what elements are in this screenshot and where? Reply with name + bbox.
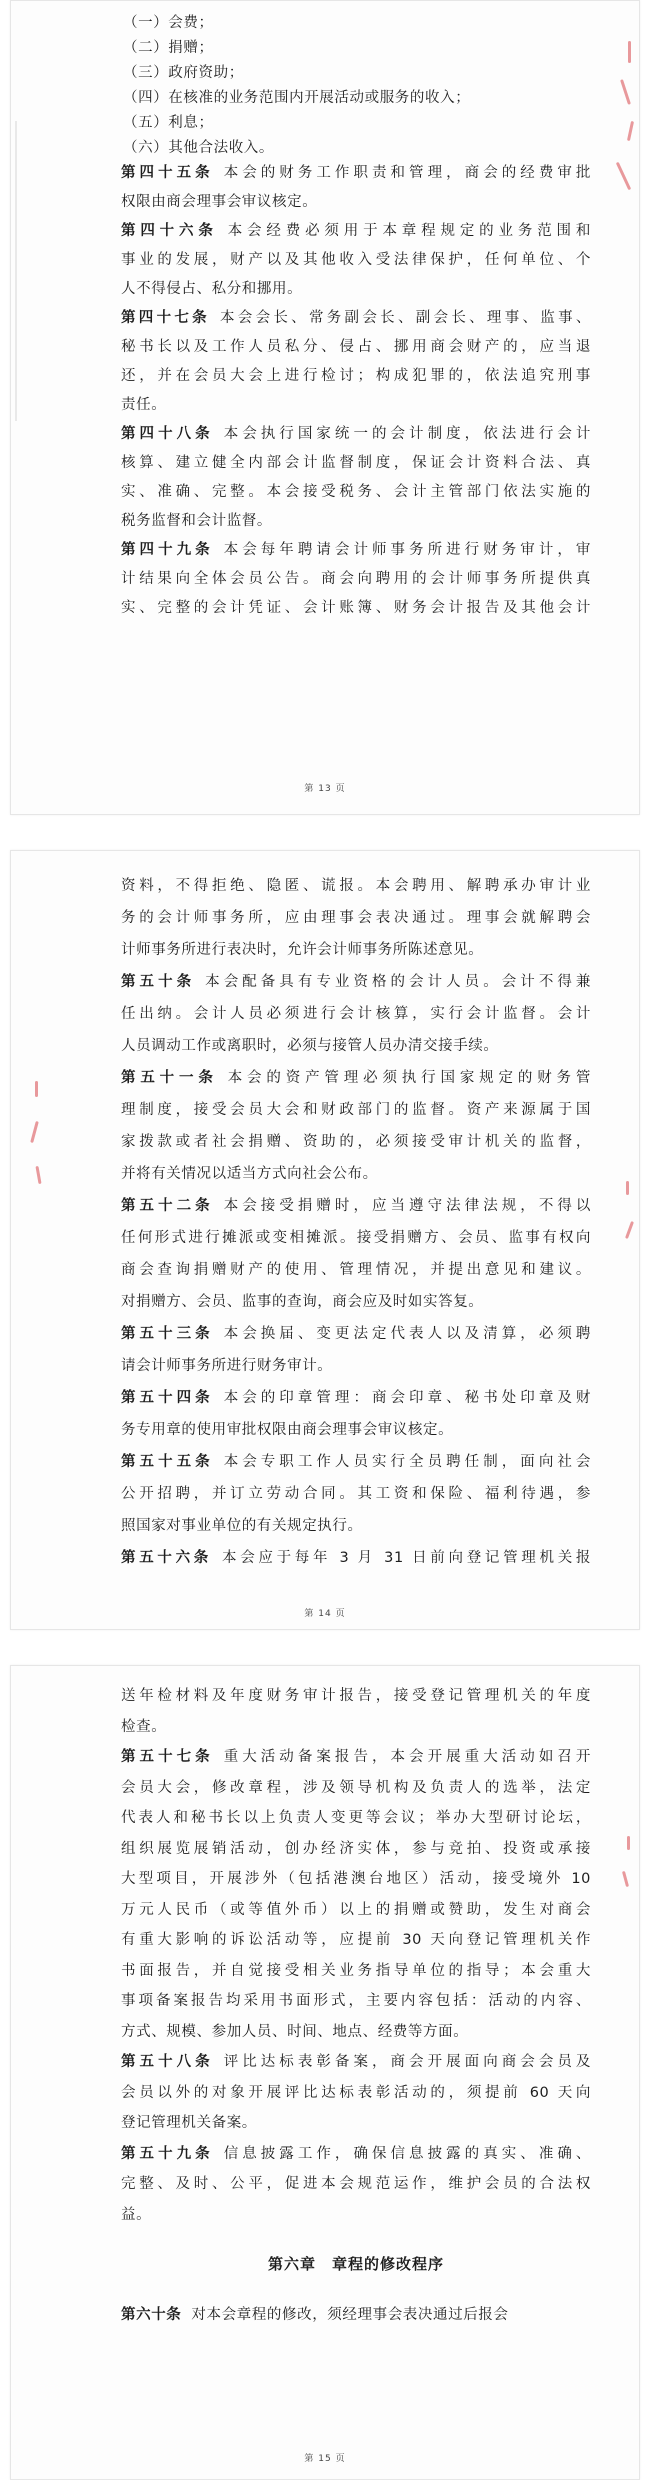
red-seal-fragment — [31, 1081, 49, 1201]
line-text: 实、准确、完整。本会接受税务、会计主管部门依法实施的 — [121, 484, 591, 500]
line-text: 务专用章的使用审批权限由商会理事会审议核定。 — [121, 1422, 454, 1438]
text-line — [121, 1260, 591, 1280]
line-text: 本会的资产管理必须执行国家规定的财务管 — [227, 1070, 591, 1086]
text-line — [121, 1717, 591, 1737]
text-line — [121, 1228, 591, 1248]
line-text: 检查。 — [121, 1718, 167, 1735]
article-number: 第四十六条 — [121, 222, 218, 239]
text-line — [121, 1930, 591, 1950]
line-text: 并将有关情况以适当方式向社会公布。 — [121, 1166, 378, 1182]
line-text: 本会的印章管理：商会印章、秘书处印章及财 — [223, 1390, 591, 1406]
line-text: 组织展览展销活动，创办经济实体，参与竞拍、投资或承接 — [121, 1840, 591, 1857]
text-line — [121, 2174, 591, 2194]
line-text: 本会经费必须用于本章程规定的业务范围和 — [227, 223, 591, 239]
line-text: 任出纳。会计人员必须进行会计核算，实行会计监督。会计 — [121, 1006, 591, 1022]
text-line — [121, 13, 591, 33]
text-line — [121, 1839, 591, 1859]
line-text: 重大活动备案报告，本会开展重大活动如召开 — [223, 1749, 591, 1765]
red-seal-fragment — [615, 1181, 633, 1261]
line-text: 理制度，接受会员大会和财政部门的监督。资产来源属于国 — [121, 1102, 591, 1118]
article-number: 第五十八条 — [121, 2053, 214, 2070]
article-first-line — [121, 221, 591, 241]
article-first-line — [121, 1452, 591, 1472]
text-line — [121, 1961, 591, 1981]
page-number: 第 14 页 — [304, 1609, 346, 1619]
text-line — [121, 366, 591, 386]
line-text: 万元人民币（或等值外币）以上的捐赠或赞助，发生对商会 — [121, 1901, 591, 1918]
article-number: 第五十七条 — [121, 1748, 214, 1765]
page-number: 第 13 页 — [304, 784, 346, 794]
chapter-heading: 第六章 章程的修改程序 — [267, 2255, 444, 2273]
article-first-line — [121, 540, 591, 560]
line-text: 本会应于每年 3 月 31 日前向登记管理机关报 — [222, 1550, 591, 1566]
line-text: 大型项目，开展涉外（包括港澳台地区）活动，接受境外 10 — [121, 1871, 591, 1887]
text-line — [121, 482, 591, 502]
article-number: 第五十三条 — [121, 1325, 214, 1342]
line-text: 计师事务所进行表决时，允许会计师事务所陈述意见。 — [121, 942, 484, 958]
line-text: 本会的财务工作职责和管理，商会的经费审批 — [223, 165, 591, 181]
line-text: 对捐赠方、会员、监事的查询，商会应及时如实答复。 — [121, 1294, 484, 1310]
line-text: 益。 — [121, 2206, 152, 2223]
text-line — [121, 1900, 591, 1920]
line-text: 书面报告，并自觉接受相关业务指导单位的指导；本会重大 — [121, 1962, 591, 1979]
article-number: 第六十条 — [121, 2306, 182, 2323]
text-line — [121, 2205, 591, 2225]
text-line — [121, 279, 591, 299]
text-line — [121, 1164, 591, 1184]
line-text: 本会配备具有专业资格的会计人员。会计不得兼 — [205, 974, 591, 990]
article-number: 第五十五条 — [121, 1453, 214, 1470]
article-first-line — [121, 1324, 591, 1344]
red-seal-fragment — [615, 1836, 633, 1906]
text-line — [121, 876, 591, 896]
article-first-line — [121, 424, 591, 444]
line-text: 会员以外的对象开展评比达标表彰活动的，须提前 60 天向 — [121, 2084, 591, 2101]
text-line — [121, 511, 591, 531]
document-page-15 — [10, 1665, 640, 2480]
line-text: （三）政府资助； — [123, 65, 244, 81]
article-first-line — [121, 1747, 591, 1767]
text-line — [121, 1991, 591, 2011]
text-line — [121, 88, 591, 108]
article-first-line — [121, 2052, 591, 2072]
line-text: 家拨款或者社会捐赠、资助的，必须接受审计机关的监督， — [121, 1134, 591, 1150]
text-line — [121, 1036, 591, 1056]
line-text: 任何形式进行摊派或变相摊派。接受捐赠方、会员、监事有权向 — [121, 1230, 591, 1246]
text-line — [121, 598, 591, 618]
text-line — [121, 63, 591, 83]
article-number: 第四十五条 — [121, 164, 214, 181]
article-number: 第四十九条 — [121, 541, 214, 558]
line-text: 对本会章程的修改，须经理事会表决通过后报会 — [191, 2307, 509, 2323]
article-first-line — [121, 1388, 591, 1408]
text-line — [121, 1686, 591, 1706]
text-line — [121, 1100, 591, 1120]
line-text: 本会接受捐赠时，应当遵守法律法规，不得以 — [223, 1198, 591, 1214]
line-text: 人不得侵占、私分和挪用。 — [121, 281, 303, 297]
line-text: 评比达标表彰备案，商会开展面向商会会员及 — [223, 2054, 591, 2070]
article-number: 第五十六条 — [121, 1549, 212, 1566]
line-text: 登记管理机关备案。 — [121, 2115, 257, 2131]
text-line — [121, 453, 591, 473]
line-text: 权限由商会理事会审议核定。 — [121, 194, 318, 210]
text-line — [121, 337, 591, 357]
text-line — [121, 2022, 591, 2042]
line-text: 秘书长以及工作人员私分、侵占、挪用商会财产的，应当退 — [121, 339, 591, 355]
article-number: 第五十九条 — [121, 2144, 214, 2162]
text-line — [121, 1869, 591, 1889]
article-first-line — [121, 308, 591, 328]
line-text: （六）其他合法收入。 — [123, 140, 274, 156]
text-line — [121, 2113, 591, 2133]
line-text: 核算、建立健全内部会计监督制度，保证会计资料合法、真 — [121, 455, 591, 471]
text-line — [121, 250, 591, 270]
article-number: 第五十一条 — [121, 1069, 218, 1086]
text-line — [121, 113, 591, 133]
line-text: 本会会长、常务副会长、副会长、理事、监事、 — [219, 310, 591, 326]
line-text: （五）利息； — [123, 115, 214, 131]
text-line — [121, 1484, 591, 1504]
article-number: 第四十八条 — [121, 425, 214, 442]
article-number: 第五十二条 — [121, 1197, 214, 1214]
line-text: 本会执行国家统一的会计制度，依法进行会计 — [223, 426, 591, 442]
line-text: 方式、规模、参加人员、时间、地点、经费等方面。 — [121, 2023, 469, 2040]
line-text: 信息披露工作，确保信息披露的真实、准确、 — [223, 2145, 591, 2162]
line-text: 税务监督和会计监督。 — [121, 513, 272, 529]
scan-edge-mark — [15, 121, 17, 421]
line-text: （四）在核准的业务范围内开展活动或服务的收入； — [123, 90, 471, 106]
text-line — [121, 1808, 591, 1828]
article-first-line — [121, 2144, 591, 2164]
red-seal-fragment — [615, 41, 633, 201]
article-first-line — [121, 1548, 591, 1568]
article-first-line — [121, 163, 591, 183]
line-text: 代表人和秘书长以上负责人变更等会议；举办大型研讨论坛， — [121, 1810, 591, 1826]
text-line — [121, 138, 591, 158]
article-first-line — [121, 972, 591, 992]
line-text: 会员大会，修改章程，涉及领导机构及负责人的选举，法定 — [121, 1779, 591, 1796]
line-text: 责任。 — [121, 397, 167, 413]
article-number: 第五十四条 — [121, 1389, 214, 1406]
text-line — [121, 1516, 591, 1536]
page-number: 第 15 页 — [304, 2454, 346, 2464]
article-number: 第五十条 — [121, 973, 196, 990]
line-text: 务的会计师事务所，应由理事会表决通过。理事会就解聘会 — [121, 910, 591, 926]
line-text: 有重大影响的诉讼活动等，应提前 30 天向登记管理机关作 — [121, 1932, 591, 1948]
line-text: 计结果向全体会员公告。商会向聘用的会计师事务所提供真 — [121, 571, 591, 587]
line-text: 本会专职工作人员实行全员聘任制，面向社会 — [223, 1454, 591, 1470]
line-text: 送年检材料及年度财务审计报告，接受登记管理机关的年度 — [121, 1688, 591, 1704]
line-text: 完整、及时、公平，促进本会规范运作，维护会员的合法权 — [121, 2176, 591, 2192]
text-line — [121, 2083, 591, 2103]
line-text: 本会每年聘请会计师事务所进行财务审计，审 — [223, 542, 591, 558]
text-line — [121, 38, 591, 58]
text-line — [121, 1132, 591, 1152]
article-number: 第四十七条 — [121, 309, 210, 326]
line-text: 商会查询捐赠财产的使用、管理情况，并提出意见和建议。 — [121, 1262, 591, 1278]
line-text: 照国家对事业单位的有关规定执行。 — [121, 1518, 363, 1534]
article-first-line — [121, 2305, 591, 2325]
article-first-line — [121, 1068, 591, 1088]
line-text: 事业的发展，财产以及其他收入受法律保护，任何单位、个 — [121, 252, 591, 268]
document-page-14 — [10, 850, 640, 1630]
text-line — [121, 940, 591, 960]
document-page-13 — [10, 0, 640, 815]
line-text: 人员调动工作或离职时，必须与接管人员办清交接手续。 — [121, 1038, 499, 1054]
line-text: （一）会费； — [123, 15, 214, 31]
text-line — [121, 1356, 591, 1376]
line-text: 公开招聘，并订立劳动合同。其工资和保险、福利待遇，参 — [121, 1486, 591, 1502]
line-text: 请会计师事务所进行财务审计。 — [121, 1358, 333, 1374]
text-line — [121, 1004, 591, 1024]
line-text: 本会换届、变更法定代表人以及清算，必须聘 — [223, 1326, 591, 1342]
text-line — [121, 569, 591, 589]
text-line — [121, 192, 591, 212]
line-text: 还，并在会员大会上进行检讨；构成犯罪的，依法追究刑事 — [121, 368, 591, 384]
line-text: 资料，不得拒绝、隐匿、谎报。本会聘用、解聘承办审计业 — [121, 878, 591, 894]
line-text: 事项备案报告均采用书面形式，主要内容包括：活动的内容、 — [121, 1993, 591, 2009]
text-line — [121, 908, 591, 928]
text-line — [121, 1292, 591, 1312]
text-line — [121, 395, 591, 415]
line-text: 实、完整的会计凭证、会计账簿、财务会计报告及其他会计 — [121, 600, 591, 616]
article-first-line — [121, 1196, 591, 1216]
text-line — [121, 1778, 591, 1798]
line-text: （二）捐赠； — [123, 40, 214, 56]
text-line — [121, 1420, 591, 1440]
